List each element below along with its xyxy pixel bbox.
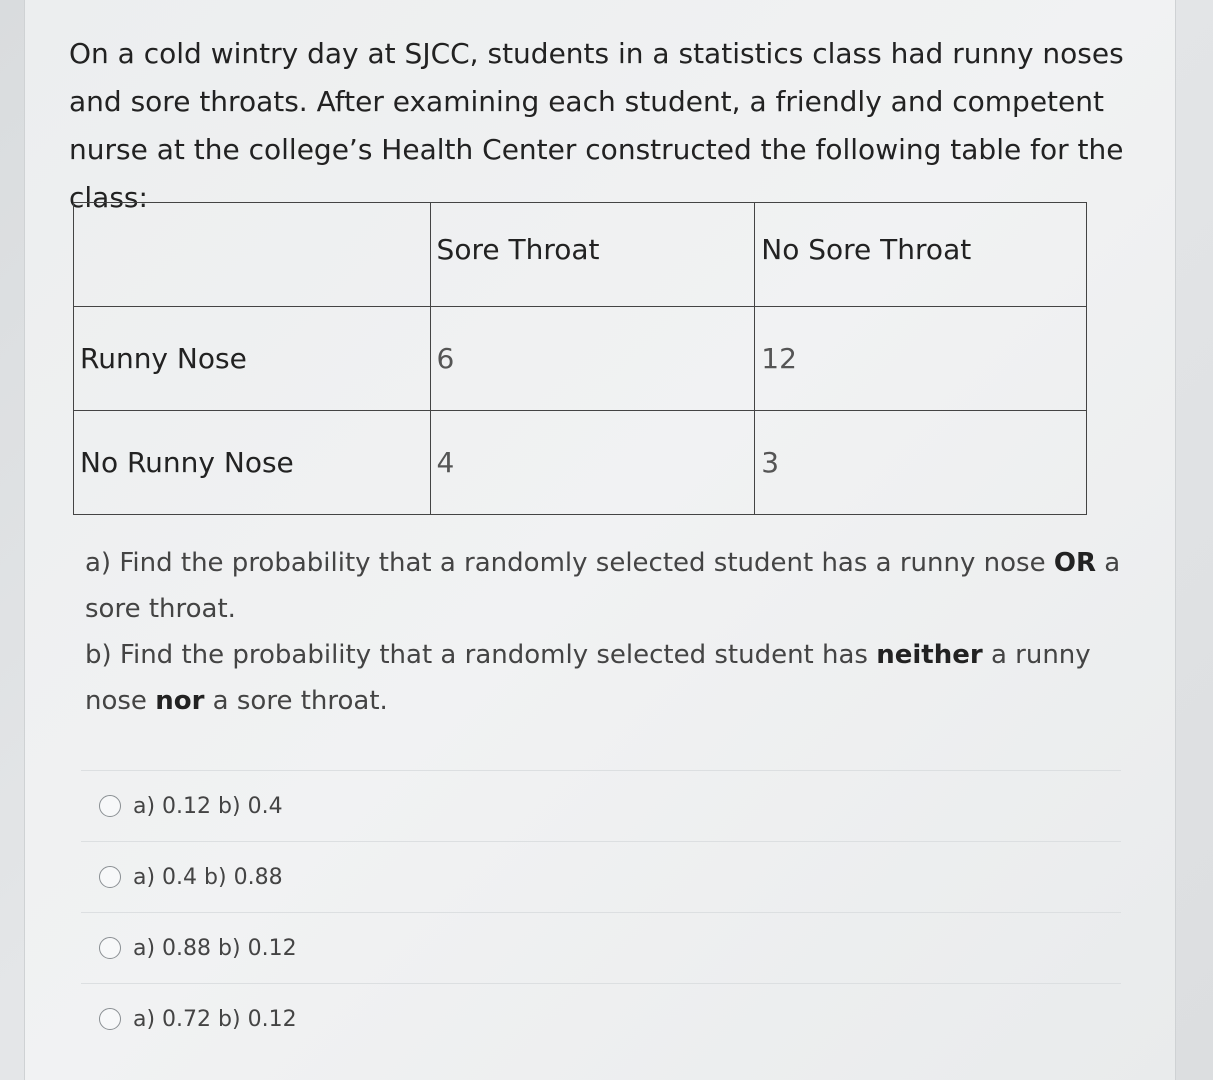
table-header-row bbox=[74, 203, 1087, 307]
answer-option-label: a) 0.72 b) 0.12 bbox=[133, 1006, 297, 1032]
question-b-suffix: a sore throat. bbox=[204, 686, 388, 716]
answer-option-label: a) 0.4 b) 0.88 bbox=[133, 864, 283, 890]
cell-runny-no-sore: 12 bbox=[755, 307, 1087, 411]
radio-button-icon[interactable] bbox=[99, 866, 121, 888]
answer-option[interactable] bbox=[81, 841, 1121, 912]
question-b-emphasis-nor: nor bbox=[155, 686, 205, 716]
question-b-text: b) Find the probability that a randomly selected student has bbox=[85, 640, 877, 670]
answer-option[interactable] bbox=[81, 983, 1121, 1054]
question-card bbox=[24, 0, 1176, 1080]
question-a-suffix: a sore throat. bbox=[85, 548, 1121, 624]
radio-button-icon[interactable] bbox=[99, 937, 121, 959]
answer-option[interactable] bbox=[81, 770, 1121, 841]
radio-button-icon[interactable] bbox=[99, 795, 121, 817]
answer-option-label: a) 0.88 b) 0.12 bbox=[133, 935, 297, 961]
question-a-text: a) Find the probability that a randomly selected student has a runny nose bbox=[85, 548, 1054, 578]
question-intro: On a cold wintry day at SJCC, students in a statistics class had runny noses and sore throats. After examining each student, a friendly and competent nurse at the college’s Health Center constructed the following table for the class: bbox=[69, 37, 1124, 214]
answer-option-label: a) 0.12 b) 0.4 bbox=[133, 793, 283, 819]
question-b-middle: a runny nose bbox=[85, 640, 1091, 716]
question-b bbox=[85, 632, 1135, 724]
contingency-table bbox=[73, 202, 1087, 515]
answer-option[interactable] bbox=[81, 912, 1121, 983]
cell-no-runny-sore: 4 bbox=[430, 411, 755, 515]
cell-runny-sore: 6 bbox=[430, 307, 755, 411]
question-parts bbox=[85, 540, 1135, 724]
table-header-no-sore-throat: No Sore Throat bbox=[755, 203, 1087, 307]
table-row bbox=[74, 411, 1087, 515]
question-a-emphasis: OR bbox=[1053, 548, 1096, 578]
cell-no-runny-no-sore: 3 bbox=[755, 411, 1087, 515]
question-b-emphasis-neither: neither bbox=[876, 640, 983, 670]
row-label-no-runny-nose: No Runny Nose bbox=[74, 411, 431, 515]
table-header-sore-throat: Sore Throat bbox=[430, 203, 755, 307]
radio-button-icon[interactable] bbox=[99, 1008, 121, 1030]
table-header-blank bbox=[74, 203, 431, 307]
answer-options bbox=[81, 770, 1121, 1054]
question-a bbox=[85, 540, 1135, 632]
row-label-runny-nose: Runny Nose bbox=[74, 307, 431, 411]
table-row bbox=[74, 307, 1087, 411]
